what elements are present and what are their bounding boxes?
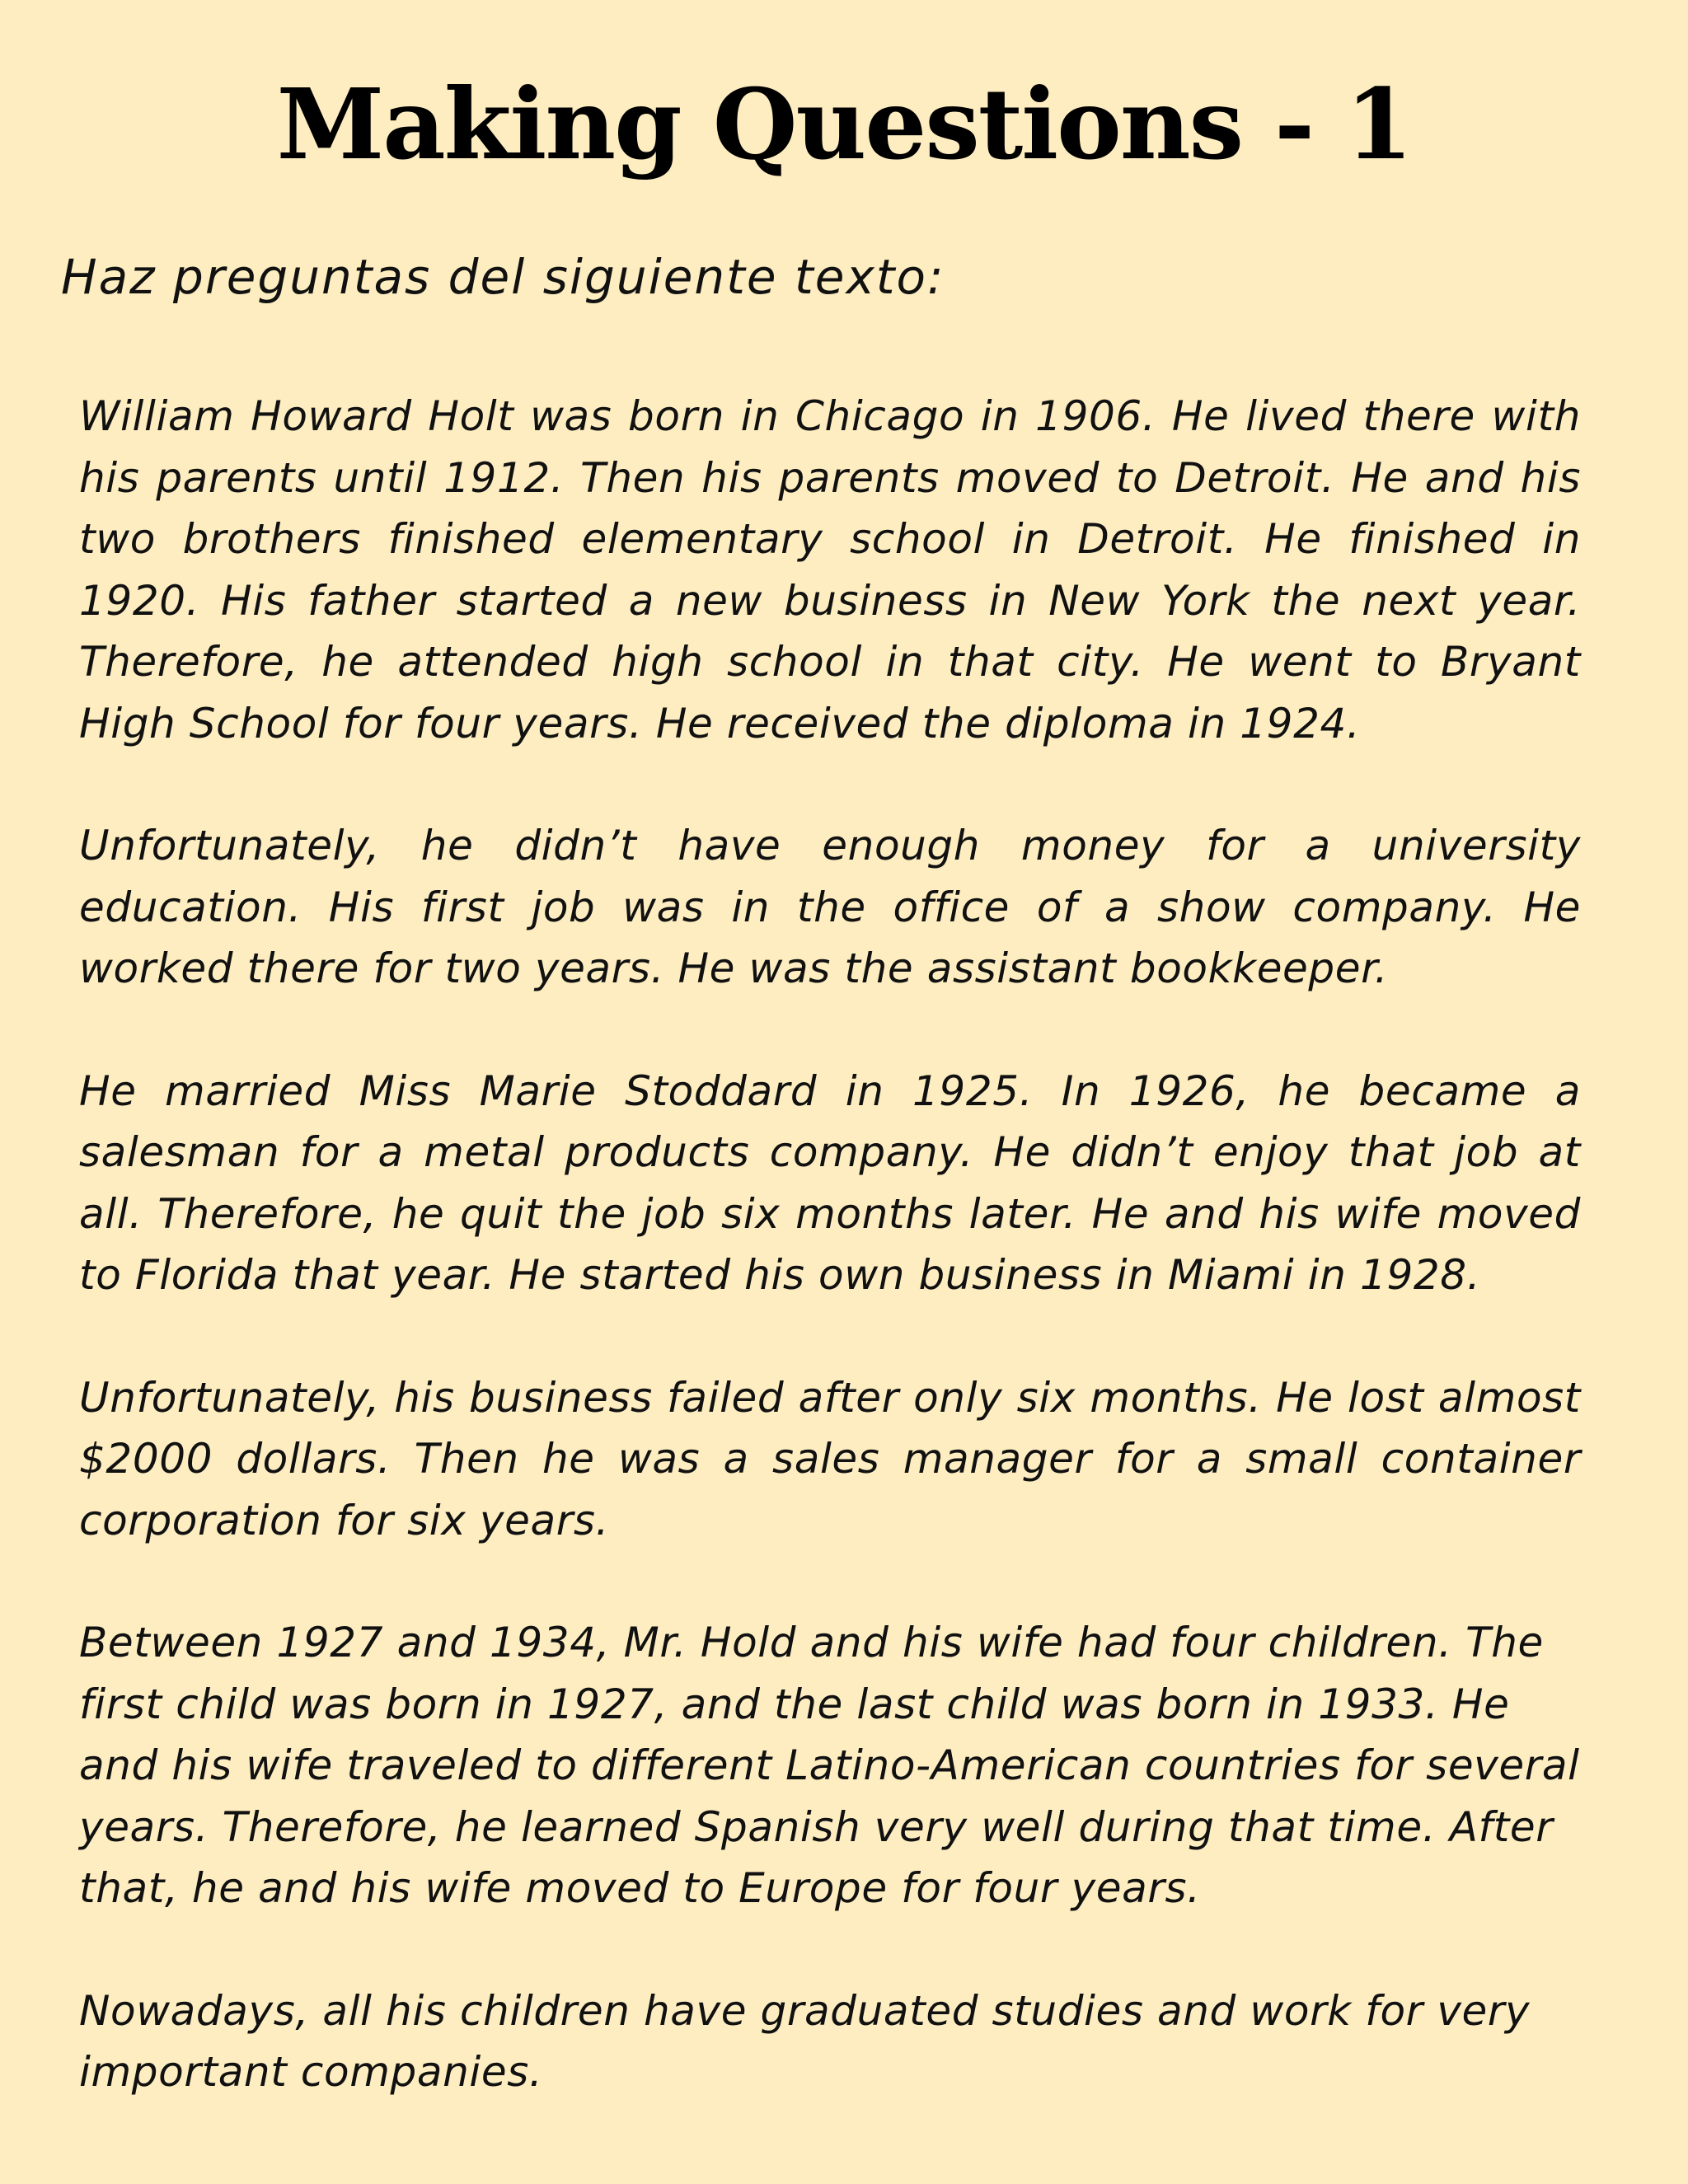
passage-paragraph-3: He married Miss Marie Stoddard in 1925. In 1926, he became a salesman for a metal products company. He didn’t enjoy that job at all. Therefore, he quit the job six months later. He and his wife moved to Florida that year. He started his own business in Miami in 1928. xyxy=(79,1066,1581,1299)
passage-paragraph-2: Unfortunately, he didn’t have enough money for a university education. His first job was in the office of a show company. He worked there for two years. He was the assistant bookkeeper. xyxy=(79,822,1581,992)
reading-passage xyxy=(79,386,1581,2103)
passage-paragraph-5: Between 1927 and 1934, Mr. Hold and his wife had four children. The first child was born in 1927, and the last child was born in 1933. He and his wife traveled to different Latino-American countries for several years. Therefore, he learned Spanish very well during that time. After that, he and his wife moved to Europe for four years. xyxy=(79,1619,1580,1912)
passage-paragraph-4: Unfortunately, his business failed after only six months. He lost almost $2000 dollars. Then he was a sales manager for a small container corporation for six years. xyxy=(79,1373,1581,1544)
instruction-text: Haz preguntas del siguiente texto: xyxy=(61,249,945,305)
passage-paragraph-1: William Howard Holt was born in Chicago in 1906. He lived there with his parents until 1912. Then his parents moved to Detroit. He and his two brothers finished elementary school in Detroit. He finished in 1920. His father started a new business in New York the next year. Therefore, he attended high school in that city. He went to Bryant High School for four years. He received the diploma in 1924. xyxy=(79,392,1581,748)
page-title: Making Questions - 1 xyxy=(276,67,1412,181)
passage-paragraph-6: Nowadays, all his children have graduated studies and work for very important companies. xyxy=(79,1986,1531,2096)
